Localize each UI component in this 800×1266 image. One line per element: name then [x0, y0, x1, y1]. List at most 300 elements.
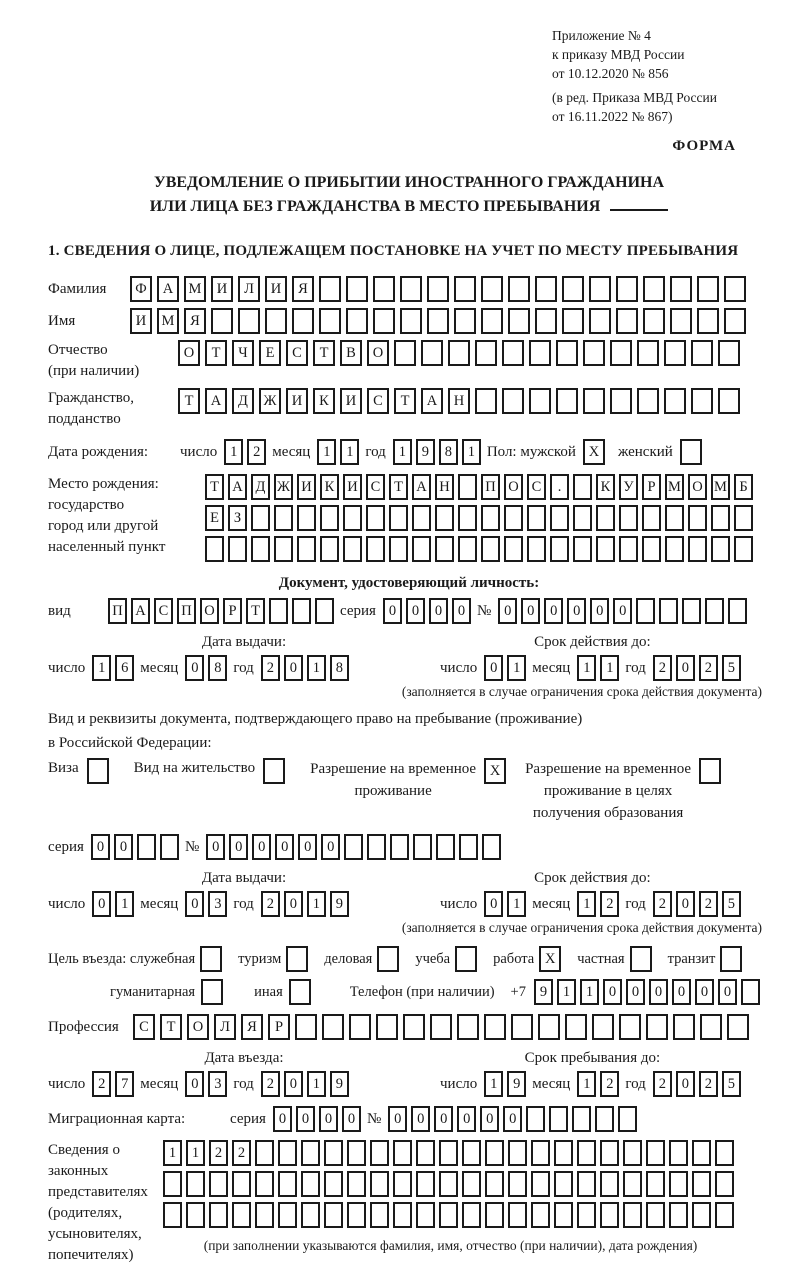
temp-permit-edu-checkbox[interactable]	[699, 758, 721, 784]
cell[interactable]: Н	[435, 474, 454, 500]
cell[interactable]: 9	[330, 1071, 349, 1097]
cell[interactable]	[619, 1014, 641, 1040]
cell[interactable]	[439, 1140, 458, 1166]
cell[interactable]: Я	[292, 276, 314, 302]
purpose-other-checkbox[interactable]	[289, 979, 311, 1005]
cell[interactable]	[526, 1106, 545, 1132]
cell[interactable]	[366, 505, 385, 531]
cell[interactable]	[659, 598, 678, 624]
cell[interactable]: Т	[205, 340, 227, 366]
cell[interactable]	[416, 1202, 435, 1228]
cell[interactable]: 0	[185, 1071, 204, 1097]
cell[interactable]	[618, 1106, 637, 1132]
cell[interactable]: 0	[603, 979, 622, 1005]
cell[interactable]	[697, 308, 719, 334]
purpose-study-checkbox[interactable]	[455, 946, 477, 972]
cell[interactable]: Т	[313, 340, 335, 366]
cell[interactable]	[664, 340, 686, 366]
cell[interactable]: 0	[92, 891, 111, 917]
cell[interactable]: П	[481, 474, 500, 500]
cell[interactable]	[554, 1202, 573, 1228]
cell[interactable]	[583, 340, 605, 366]
cell[interactable]: 0	[457, 1106, 476, 1132]
cell[interactable]	[715, 1202, 734, 1228]
cell[interactable]: 0	[296, 1106, 315, 1132]
cell[interactable]	[413, 834, 432, 860]
cell[interactable]: М	[665, 474, 684, 500]
cell[interactable]: М	[157, 308, 179, 334]
cell[interactable]: 1	[224, 439, 243, 465]
cell[interactable]: 0	[672, 979, 691, 1005]
cell[interactable]: 2	[232, 1140, 251, 1166]
cell[interactable]: 0	[252, 834, 271, 860]
purpose-transit-checkbox[interactable]	[720, 946, 742, 972]
cell[interactable]: 0	[284, 1071, 303, 1097]
cell[interactable]	[550, 536, 569, 562]
cell[interactable]	[600, 1140, 619, 1166]
cell[interactable]	[724, 308, 746, 334]
cell[interactable]	[535, 308, 557, 334]
cell[interactable]	[670, 308, 692, 334]
cell[interactable]	[549, 1106, 568, 1132]
cell[interactable]: 1	[484, 1071, 503, 1097]
cell[interactable]	[454, 276, 476, 302]
cell[interactable]	[137, 834, 156, 860]
cell[interactable]: 2	[261, 655, 280, 681]
cell[interactable]	[741, 979, 760, 1005]
cell[interactable]	[435, 536, 454, 562]
cell[interactable]	[475, 388, 497, 414]
cell[interactable]	[324, 1202, 343, 1228]
cell[interactable]	[511, 1014, 533, 1040]
cell[interactable]	[274, 505, 293, 531]
cell[interactable]	[376, 1014, 398, 1040]
cell[interactable]: К	[596, 474, 615, 500]
cell[interactable]	[436, 834, 455, 860]
cell[interactable]: 0	[298, 834, 317, 860]
cell[interactable]	[458, 505, 477, 531]
cell[interactable]	[691, 388, 713, 414]
cell[interactable]	[400, 276, 422, 302]
cell[interactable]	[347, 1140, 366, 1166]
cell[interactable]: 8	[330, 655, 349, 681]
cell[interactable]: 0	[718, 979, 737, 1005]
cell[interactable]	[320, 536, 339, 562]
cell[interactable]	[295, 1014, 317, 1040]
cell[interactable]: 0	[91, 834, 110, 860]
cell[interactable]	[454, 308, 476, 334]
cell[interactable]: С	[527, 474, 546, 500]
cell[interactable]: 5	[722, 655, 741, 681]
cell[interactable]	[459, 834, 478, 860]
cell[interactable]	[439, 1171, 458, 1197]
cell[interactable]	[572, 1106, 591, 1132]
cell[interactable]	[163, 1171, 182, 1197]
cell[interactable]	[370, 1171, 389, 1197]
cell[interactable]	[688, 505, 707, 531]
cell[interactable]: Б	[734, 474, 753, 500]
cell[interactable]: 1	[307, 655, 326, 681]
cell[interactable]	[610, 340, 632, 366]
visa-checkbox[interactable]	[87, 758, 109, 784]
cell[interactable]: 9	[534, 979, 553, 1005]
cell[interactable]: В	[340, 340, 362, 366]
cell[interactable]	[682, 598, 701, 624]
cell[interactable]: 1	[577, 1071, 596, 1097]
cell[interactable]: 2	[699, 1071, 718, 1097]
cell[interactable]	[301, 1171, 320, 1197]
cell[interactable]: Д	[251, 474, 270, 500]
cell[interactable]	[462, 1202, 481, 1228]
cell[interactable]: 1	[186, 1140, 205, 1166]
cell[interactable]: 0	[342, 1106, 361, 1132]
cell[interactable]	[389, 536, 408, 562]
cell[interactable]: 1	[115, 891, 134, 917]
cell[interactable]: Т	[246, 598, 265, 624]
cell[interactable]: 1	[307, 891, 326, 917]
cell[interactable]: З	[228, 505, 247, 531]
cell[interactable]: 0	[206, 834, 225, 860]
cell[interactable]: Т	[178, 388, 200, 414]
cell[interactable]	[646, 1202, 665, 1228]
cell[interactable]	[623, 1171, 642, 1197]
cell[interactable]: А	[205, 388, 227, 414]
cell[interactable]	[529, 388, 551, 414]
cell[interactable]	[346, 308, 368, 334]
cell[interactable]	[319, 308, 341, 334]
cell[interactable]	[589, 276, 611, 302]
cell[interactable]: 9	[416, 439, 435, 465]
cell[interactable]	[389, 505, 408, 531]
cell[interactable]	[416, 1140, 435, 1166]
cell[interactable]	[636, 598, 655, 624]
cell[interactable]	[711, 536, 730, 562]
purpose-business-checkbox[interactable]	[377, 946, 399, 972]
cell[interactable]: 0	[544, 598, 563, 624]
cell[interactable]: И	[343, 474, 362, 500]
cell[interactable]: 2	[261, 891, 280, 917]
purpose-private-checkbox[interactable]	[630, 946, 652, 972]
cell[interactable]	[527, 536, 546, 562]
cell[interactable]: Н	[448, 388, 470, 414]
cell[interactable]: С	[154, 598, 173, 624]
cell[interactable]: 0	[649, 979, 668, 1005]
cell[interactable]	[531, 1171, 550, 1197]
cell[interactable]	[715, 1171, 734, 1197]
cell[interactable]: 0	[319, 1106, 338, 1132]
cell[interactable]	[619, 505, 638, 531]
cell[interactable]	[412, 505, 431, 531]
cell[interactable]	[278, 1202, 297, 1228]
cell[interactable]: 0	[613, 598, 632, 624]
cell[interactable]	[692, 1140, 711, 1166]
cell[interactable]: 0	[498, 598, 517, 624]
cell[interactable]	[481, 505, 500, 531]
cell[interactable]: А	[421, 388, 443, 414]
cell[interactable]	[550, 505, 569, 531]
purpose-tourism-checkbox[interactable]	[286, 946, 308, 972]
cell[interactable]: Я	[241, 1014, 263, 1040]
cell[interactable]	[642, 505, 661, 531]
cell[interactable]	[367, 834, 386, 860]
cell[interactable]: 0	[484, 655, 503, 681]
cell[interactable]	[427, 276, 449, 302]
cell[interactable]: П	[177, 598, 196, 624]
cell[interactable]: П	[108, 598, 127, 624]
cell[interactable]	[691, 340, 713, 366]
cell[interactable]	[734, 505, 753, 531]
cell[interactable]	[485, 1171, 504, 1197]
cell[interactable]	[278, 1171, 297, 1197]
cell[interactable]	[711, 505, 730, 531]
cell[interactable]	[577, 1171, 596, 1197]
cell[interactable]	[393, 1171, 412, 1197]
cell[interactable]: 2	[653, 1071, 672, 1097]
cell[interactable]	[238, 308, 260, 334]
cell[interactable]	[589, 308, 611, 334]
cell[interactable]	[643, 276, 665, 302]
cell[interactable]	[508, 1202, 527, 1228]
cell[interactable]: М	[711, 474, 730, 500]
cell[interactable]	[265, 308, 287, 334]
cell[interactable]	[700, 1014, 722, 1040]
cell[interactable]: Т	[160, 1014, 182, 1040]
cell[interactable]	[724, 276, 746, 302]
cell[interactable]	[482, 834, 501, 860]
cell[interactable]: 1	[507, 891, 526, 917]
cell[interactable]	[320, 505, 339, 531]
cell[interactable]	[562, 308, 584, 334]
cell[interactable]: 3	[208, 1071, 227, 1097]
cell[interactable]	[163, 1202, 182, 1228]
cell[interactable]	[643, 308, 665, 334]
cell[interactable]	[734, 536, 753, 562]
cell[interactable]: 2	[247, 439, 266, 465]
cell[interactable]: 0	[676, 1071, 695, 1097]
cell[interactable]	[577, 1140, 596, 1166]
cell[interactable]	[485, 1140, 504, 1166]
purpose-humanitarian-checkbox[interactable]	[201, 979, 223, 1005]
cell[interactable]: А	[412, 474, 431, 500]
cell[interactable]: 1	[580, 979, 599, 1005]
cell[interactable]: 8	[208, 655, 227, 681]
cell[interactable]	[390, 834, 409, 860]
cell[interactable]	[531, 1140, 550, 1166]
cell[interactable]	[527, 505, 546, 531]
cell[interactable]: Я	[184, 308, 206, 334]
cell[interactable]	[642, 536, 661, 562]
cell[interactable]	[347, 1171, 366, 1197]
cell[interactable]: .	[550, 474, 569, 500]
cell[interactable]: 1	[393, 439, 412, 465]
cell[interactable]: 5	[722, 1071, 741, 1097]
cell[interactable]: 2	[209, 1140, 228, 1166]
cell[interactable]	[508, 276, 530, 302]
cell[interactable]	[616, 308, 638, 334]
cell[interactable]	[448, 340, 470, 366]
cell[interactable]: Т	[389, 474, 408, 500]
cell[interactable]: 0	[185, 655, 204, 681]
cell[interactable]	[439, 1202, 458, 1228]
cell[interactable]	[251, 536, 270, 562]
cell[interactable]	[209, 1171, 228, 1197]
cell[interactable]	[393, 1140, 412, 1166]
cell[interactable]: 2	[600, 1071, 619, 1097]
cell[interactable]	[535, 276, 557, 302]
cell[interactable]	[255, 1171, 274, 1197]
cell[interactable]: 0	[590, 598, 609, 624]
cell[interactable]: 1	[557, 979, 576, 1005]
purpose-official-checkbox[interactable]	[200, 946, 222, 972]
cell[interactable]	[616, 276, 638, 302]
cell[interactable]: 0	[273, 1106, 292, 1132]
cell[interactable]	[508, 1140, 527, 1166]
cell[interactable]: 0	[567, 598, 586, 624]
cell[interactable]	[673, 1014, 695, 1040]
cell[interactable]	[718, 388, 740, 414]
cell[interactable]	[269, 598, 288, 624]
cell[interactable]	[583, 388, 605, 414]
cell[interactable]	[278, 1140, 297, 1166]
cell[interactable]: О	[367, 340, 389, 366]
cell[interactable]	[556, 388, 578, 414]
cell[interactable]: Т	[394, 388, 416, 414]
cell[interactable]: 1	[507, 655, 526, 681]
cell[interactable]: 0	[406, 598, 425, 624]
cell[interactable]	[255, 1140, 274, 1166]
cell[interactable]: 1	[92, 655, 111, 681]
cell[interactable]: 1	[577, 655, 596, 681]
cell[interactable]: 0	[388, 1106, 407, 1132]
cell[interactable]	[669, 1202, 688, 1228]
cell[interactable]	[315, 598, 334, 624]
cell[interactable]	[485, 1202, 504, 1228]
cell[interactable]: Д	[232, 388, 254, 414]
cell[interactable]	[718, 340, 740, 366]
cell[interactable]: А	[157, 276, 179, 302]
cell[interactable]: 0	[185, 891, 204, 917]
cell[interactable]	[692, 1171, 711, 1197]
cell[interactable]	[554, 1171, 573, 1197]
cell[interactable]: 2	[261, 1071, 280, 1097]
cell[interactable]: И	[265, 276, 287, 302]
cell[interactable]: 0	[503, 1106, 522, 1132]
cell[interactable]: 0	[484, 891, 503, 917]
cell[interactable]	[346, 276, 368, 302]
cell[interactable]	[619, 536, 638, 562]
cell[interactable]	[412, 536, 431, 562]
cell[interactable]: 0	[676, 891, 695, 917]
cell[interactable]	[370, 1140, 389, 1166]
copy-number-blank[interactable]	[610, 195, 668, 211]
cell[interactable]: А	[131, 598, 150, 624]
cell[interactable]	[347, 1202, 366, 1228]
cell[interactable]	[573, 505, 592, 531]
cell[interactable]: 0	[695, 979, 714, 1005]
cell[interactable]	[427, 308, 449, 334]
cell[interactable]: С	[367, 388, 389, 414]
cell[interactable]	[370, 1202, 389, 1228]
cell[interactable]	[596, 505, 615, 531]
cell[interactable]: И	[297, 474, 316, 500]
cell[interactable]	[688, 536, 707, 562]
cell[interactable]	[508, 308, 530, 334]
cell[interactable]	[728, 598, 747, 624]
cell[interactable]	[458, 536, 477, 562]
cell[interactable]: А	[228, 474, 247, 500]
cell[interactable]	[343, 505, 362, 531]
cell[interactable]	[600, 1171, 619, 1197]
cell[interactable]: Р	[223, 598, 242, 624]
cell[interactable]	[727, 1014, 749, 1040]
cell[interactable]	[403, 1014, 425, 1040]
cell[interactable]	[646, 1140, 665, 1166]
cell[interactable]: С	[286, 340, 308, 366]
cell[interactable]	[458, 474, 477, 500]
cell[interactable]: С	[366, 474, 385, 500]
cell[interactable]: И	[211, 276, 233, 302]
cell[interactable]	[324, 1171, 343, 1197]
cell[interactable]: О	[688, 474, 707, 500]
cell[interactable]: 0	[229, 834, 248, 860]
sex-male-checkbox[interactable]: X	[583, 439, 605, 465]
cell[interactable]	[504, 536, 523, 562]
cell[interactable]	[457, 1014, 479, 1040]
cell[interactable]	[394, 340, 416, 366]
cell[interactable]	[481, 308, 503, 334]
cell[interactable]	[301, 1140, 320, 1166]
cell[interactable]	[669, 1140, 688, 1166]
cell[interactable]	[251, 505, 270, 531]
cell[interactable]: 2	[653, 655, 672, 681]
cell[interactable]	[577, 1202, 596, 1228]
cell[interactable]: 2	[600, 891, 619, 917]
cell[interactable]	[292, 308, 314, 334]
cell[interactable]	[435, 505, 454, 531]
cell[interactable]: Т	[205, 474, 224, 500]
cell[interactable]	[297, 505, 316, 531]
cell[interactable]	[692, 1202, 711, 1228]
cell[interactable]	[600, 1202, 619, 1228]
cell[interactable]: 0	[284, 891, 303, 917]
cell[interactable]: 0	[275, 834, 294, 860]
cell[interactable]	[160, 834, 179, 860]
cell[interactable]: М	[184, 276, 206, 302]
cell[interactable]: 7	[115, 1071, 134, 1097]
cell[interactable]: 1	[307, 1071, 326, 1097]
cell[interactable]	[502, 340, 524, 366]
cell[interactable]	[637, 388, 659, 414]
cell[interactable]: 5	[722, 891, 741, 917]
cell[interactable]	[366, 536, 385, 562]
cell[interactable]: 0	[452, 598, 471, 624]
cell[interactable]: Ф	[130, 276, 152, 302]
cell[interactable]	[324, 1140, 343, 1166]
cell[interactable]	[274, 536, 293, 562]
cell[interactable]	[209, 1202, 228, 1228]
cell[interactable]: 2	[699, 655, 718, 681]
cell[interactable]: Р	[268, 1014, 290, 1040]
cell[interactable]: 2	[653, 891, 672, 917]
cell[interactable]	[186, 1171, 205, 1197]
cell[interactable]	[646, 1014, 668, 1040]
cell[interactable]	[462, 1140, 481, 1166]
temp-permit-checkbox[interactable]: X	[484, 758, 506, 784]
cell[interactable]	[421, 340, 443, 366]
cell[interactable]	[475, 340, 497, 366]
cell[interactable]: О	[504, 474, 523, 500]
cell[interactable]	[211, 308, 233, 334]
